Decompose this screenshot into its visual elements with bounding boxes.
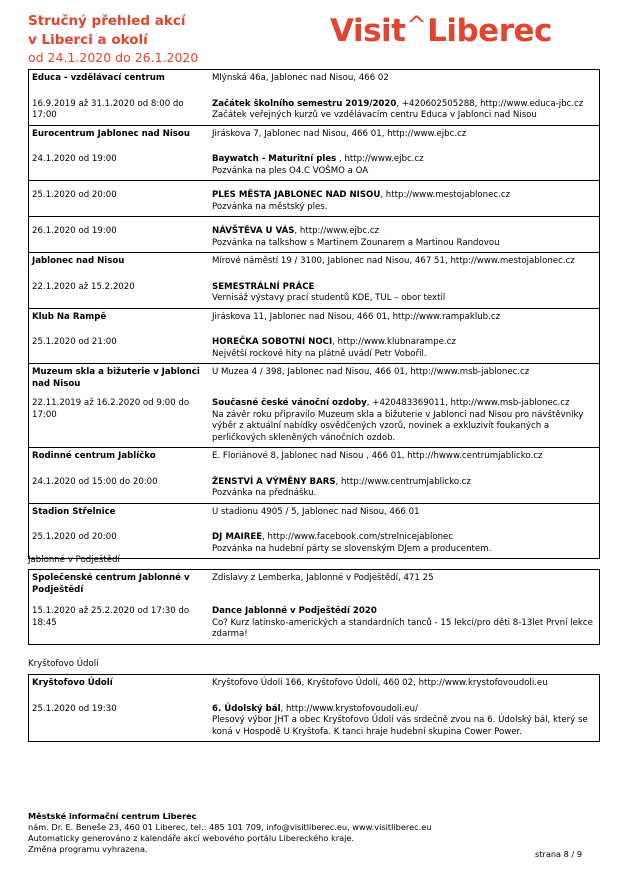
event-description: Největší rockové hity na plátně uvádí Petr Vobořil.: [212, 348, 427, 359]
venue-address: Kryštofovo Údolí 166, Kryštofovo Údolí, 460 02, http://www.krystofovoudoli.eu: [212, 678, 548, 688]
events-table-jablonne: [28, 569, 600, 645]
venue-klub-na-rampe: [29, 309, 599, 365]
event-description: Pozvánka na ples O4.C VOŠMO a OA: [212, 165, 369, 176]
event-title: Začátek školního semestru 2019/2020: [212, 98, 397, 109]
logo-caret: ^: [406, 11, 427, 39]
page-number: strana 8 / 9: [535, 849, 583, 859]
event-date: 26.1.2020 od 19:00: [32, 226, 117, 236]
event-row: [29, 217, 599, 252]
event-description: Plesový výbor JHT a obec Kryštofovo Údolí vás srdečně zvou na 6. Údolský bál, který se koná v Hospodě U Kryštofa. K tanci hraje hudební skupina Cower Power.: [212, 715, 588, 737]
date-range: od 24.1.2020 do 26.1.2020: [28, 50, 199, 65]
venue-address: E. Floriánové 8, Jablonec nad Nisou , 466 01, http://hwww.centrumjablicko.cz: [212, 451, 543, 461]
venue-name: Klub Na Rampě: [32, 311, 107, 322]
event-date: 22.11.2019 až 16.2.2020 od 9:00 do 17:00: [32, 398, 190, 420]
section-label-krystofovo: Kryštofovo Údolí: [28, 659, 99, 669]
event-contact: , http://www.ejbc.cz: [294, 226, 380, 236]
venue-name: Muzeum skla a bižuterie v Jablonci nad Nisou: [32, 367, 200, 389]
event-title: PLES MĚSTA JABLONEC NAD NISOU: [212, 190, 381, 200]
venue-name: Jablonec nad Nisou: [32, 256, 125, 266]
event-contact: , http://www.centrumjablicko.cz: [335, 476, 471, 487]
event-date: 22.1.2020 až 15.2.2020: [32, 281, 135, 292]
event-contact: , http://www.klubnarampe.cz: [332, 337, 456, 347]
venue-address: Zdislavy z Lemberka, Jablonné v Podještědí, 471 25: [212, 573, 434, 583]
event-date: 15.1.2020 až 25.2.2020 od 17:30 do 18:45: [32, 606, 190, 628]
event-date: 25.1.2020 od 20:00: [32, 532, 117, 542]
event-title: 6. Údolský bál: [212, 703, 281, 714]
event-row: [29, 596, 599, 644]
footer: [28, 811, 431, 855]
venue-address: Jiráskova 7, Jablonec nad Nisou, 466 01, http://www.ejbc.cz: [212, 128, 467, 139]
event-description: Vernisáž výstavy prací studentů KDE, TUL – obor textil: [212, 293, 446, 303]
event-row: [29, 268, 599, 308]
event-row: [29, 85, 599, 125]
event-row: [29, 140, 599, 180]
event-title: Dance Jablonné v Podještědí 2020: [212, 606, 377, 616]
event-date: 25.1.2020 od 21:00: [32, 337, 117, 347]
venue-jablonec-nad-nisou: [29, 253, 599, 309]
event-contact: , +420483369011, http://www.msb-jablonec.cz: [366, 398, 570, 408]
event-contact: , http://www.krystofovoudoli.eu/: [280, 703, 418, 714]
event-date: 24.1.2020 od 15:00 do 20:00: [32, 476, 158, 487]
event-title: Současné české vánoční ozdoby: [212, 398, 367, 408]
title-block: [28, 12, 186, 50]
event-row: [29, 463, 599, 503]
title-line-2: v Liberci a okolí: [28, 32, 148, 48]
event-description: Pozvánka na přednášku.: [212, 488, 317, 498]
venue-spolecenske-centrum: [29, 570, 599, 644]
events-table-jablonec: [28, 69, 600, 559]
event-title: ŽENSTVÍ A VÝMĚNY BARS: [212, 476, 336, 487]
venue-address: Mírové náměstí 19 / 3100, Jablonec nad Nisou, 467 51, http://www.mestojablonec.cz: [212, 256, 575, 266]
event-date: 25.1.2020 od 20:00: [32, 190, 117, 200]
venue-rodinne-centrum: [29, 448, 599, 504]
venue-eurocentrum: [29, 126, 599, 254]
footer-note-change: Změna programu vyhrazena.: [28, 844, 148, 854]
venue-name: Eurocentrum Jablonec nad Nisou: [32, 128, 190, 139]
venue-name: Společenské centrum Jablonné v Podještědí: [32, 573, 190, 595]
venue-name: Kryštofovo Údolí: [32, 678, 113, 688]
venue-name: Educa - vzdělávací centrum: [32, 73, 165, 83]
event-title: DJ MAIREE: [212, 532, 263, 542]
event-description: Pozvánka na městský ples.: [212, 201, 328, 212]
event-row: [29, 690, 599, 742]
section-label-jablonne: Jablonné v Podještědí: [28, 555, 120, 565]
venue-address: U stadionu 4905 / 5, Jablonec nad Nisou, 466 01: [212, 506, 420, 517]
venue-name: Rodinné centrum Jablíčko: [32, 451, 156, 461]
event-title: Baywatch - Maturitní ples: [212, 154, 337, 164]
event-row: [29, 181, 599, 216]
event-description: Na závěr roku připravilo Muzeum skla a bižuterie v Jablonci nad Nisou pro návštěvníky výběr z aktuální nabídky osvědčených vzorů, novinek a exkluzivít foukaných a perličkových skleněných vánočních ozdob.: [212, 409, 584, 443]
event-contact: , +420602505288, http://www.educa-jbc.cz: [396, 98, 584, 109]
event-description: Pozvánka na hudební párty se slovenským DJem a producentem.: [212, 543, 492, 554]
event-contact: , http://www.mestojablonec.cz: [380, 190, 511, 200]
event-date: 24.1.2020 od 19:00: [32, 154, 117, 164]
venue-stadion-strelnice: [29, 504, 599, 559]
event-date: 25.1.2020 od 19:30: [32, 703, 117, 714]
event-row: [29, 390, 599, 447]
venue-address: Mlýnská 46a, Jablonec nad Nisou, 466 02: [212, 73, 389, 83]
venue-address: Jiráskova 11, Jablonec nad Nisou, 466 01, http://www.rampaklub.cz: [212, 311, 501, 322]
logo-liberec: Liberec: [427, 13, 552, 49]
event-date: 16.9.2019 až 31.1.2020 od 8:00 do 17:00: [32, 98, 184, 120]
event-description: Začátek veřejných kurzů ve vzdělávacím centru Educa v Jablonci nad Nisou: [212, 110, 537, 120]
footer-address: nám. Dr. E. Beneše 23, 460 01 Liberec, tel.: 485 101 709, info@visitliberec.eu, www.visitliberec.eu: [28, 822, 432, 832]
event-contact: , http://www.facebook.com/strelnicejablonec: [262, 532, 454, 542]
events-table-krystofovo: [28, 674, 600, 742]
visit-liberec-logo: [330, 12, 552, 52]
logo-visit: Visit: [330, 13, 406, 49]
event-title: SEMESTRÁLNÍ PRÁCE: [212, 281, 315, 292]
title-line-1: Stručný přehled akcí: [28, 13, 186, 29]
footer-note-generated: Automaticky generováno z kalendáře akcí webového portálu Libereckého kraje.: [28, 833, 355, 843]
event-title: HOREČKA SOBOTNÍ NOCI: [212, 337, 333, 347]
venue-krystofovo-udoli: [29, 675, 599, 741]
footer-org: Městské informační centrum Liberec: [28, 811, 197, 821]
event-row: [29, 323, 599, 363]
event-contact: , http://www.ejbc.cz: [336, 154, 424, 164]
venue-educa: [29, 70, 599, 126]
event-description: Co? Kurz latinsko-amerických a standardních tanců - 15 lekcí/pro děti 8-13let První lekce zdarma!: [212, 617, 593, 639]
venue-name: Stadion Střelnice: [32, 506, 116, 517]
event-row: [29, 518, 599, 558]
event-title: NÁVŠTĚVA U VÁS: [212, 226, 295, 236]
venue-muzeum-skla: [29, 364, 599, 448]
event-description: Pozvánka na talkshow s Martinem Zounarem a Martinou Randovou: [212, 237, 500, 248]
venue-address: U Muzea 4 / 398, Jablonec nad Nisou, 466 01, http://www.msb-jablonec.cz: [212, 367, 530, 377]
